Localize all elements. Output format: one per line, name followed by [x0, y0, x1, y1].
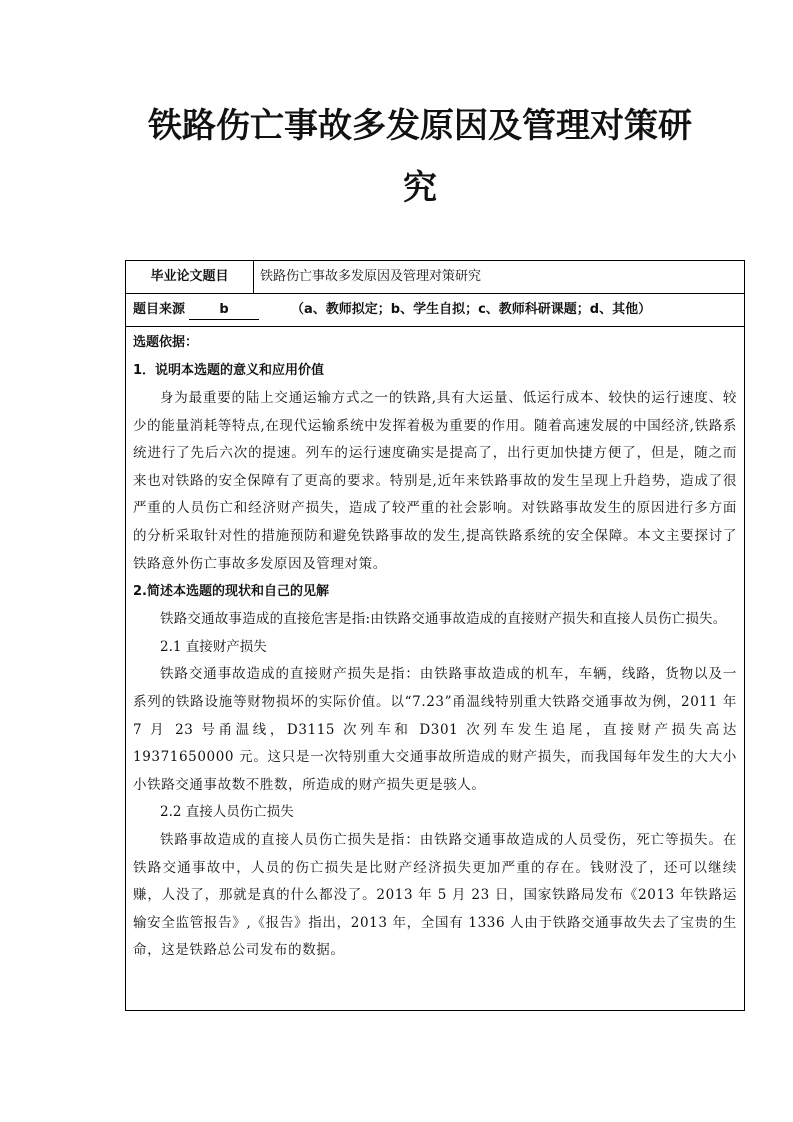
document-title: 铁路伤亡事故多发原因及管理对策研 — [148, 106, 692, 146]
section2-intro: 铁路交通故事造成的直接危害是指:由铁路交通事故造成的直接财产损失和直接人员伤亡损失。 — [160, 611, 727, 628]
document-title-continued: 究 — [403, 168, 437, 208]
sub1-heading: 2.1 直接财产损失 — [160, 638, 267, 655]
sub2-heading: 2.2 直接人员伤亡损失 — [160, 804, 294, 821]
topic-row — [126, 261, 744, 294]
content-cell — [126, 327, 744, 1010]
topic-label: 毕业论文题目 — [126, 261, 254, 293]
source-row — [126, 294, 744, 327]
sub1-paragraph: 铁路交通事故造成的直接财产损失是指：由铁路事故造成的机车，车辆，线路，货物以及一系列的铁路设施等财物损坏的实际价值。以“7.23”甬温线特别重大铁路交通事故为例，2011 年 7 月 23 号甬温线，D3115 次列车和 D301 次列车发生追尾，直接财产损失高达 19371650000 元。这只是一次特别重大交通事故所造成的财产损失，而我国每年发生的大大小小铁路交通事故数不胜数，所造成的财产损失更是骇人。 — [133, 666, 737, 793]
proposal-form-table — [125, 260, 745, 1011]
source-options: （a、教师拟定；b、学生自拟；c、教师科研课题；d、其他） — [291, 302, 652, 317]
source-label: 题目来源 — [133, 302, 186, 317]
section1-paragraph: 身为最重要的陆上交通运输方式之一的铁路,具有大运量、低运行成本、较快的运行速度、较少的能量消耗等特点,在现代运输系统中发挥着极为重要的作用。随着高速发展的中国经济,铁路系统进行了先后六次的提速。列车的运行速度确实是提高了，出行更加快捷方便了，但是，随之而来也对铁路的安全保障有了更高的要求。特别是,近年来铁路事故的发生呈现上升趋势，造成了很严重的人员伤亡和经济财产损失，造成了较严重的社会影响。对铁路事故发生的原因进行多方面的分析采取针对性的措施预防和避免铁路事故的发生,提高铁路系统的安全保障。本文主要探讨了铁路意外伤亡事故多发原因及管理对策。 — [133, 390, 737, 572]
topic-value: 铁路伤亡事故多发原因及管理对策研究 — [260, 269, 482, 284]
section2-heading: 2.简述本选题的现状和自己的见解 — [133, 584, 329, 600]
source-value: b — [189, 301, 259, 320]
section1-heading: 1．说明本选题的意义和应用价值 — [133, 363, 325, 378]
basis-heading: 选题依据： — [133, 335, 199, 350]
sub2-paragraph: 铁路事故造成的直接人员伤亡损失是指：由铁路交通事故造成的人员受伤，死亡等损失。在铁路交通事故中，人员的伤亡损失是比财产经济损失更加严重的存在。钱财没了，还可以继续赚，人没了，那就是真的什么都没了。2013 年 5 月 23 日，国家铁路局发布《2013 年铁路运输安全监管报告》,《报告》指出，2013 年，全国有 1336 人由于铁路交通事故失去了宝贵的生命，这是铁路总公司发布的数据。 — [133, 831, 737, 959]
